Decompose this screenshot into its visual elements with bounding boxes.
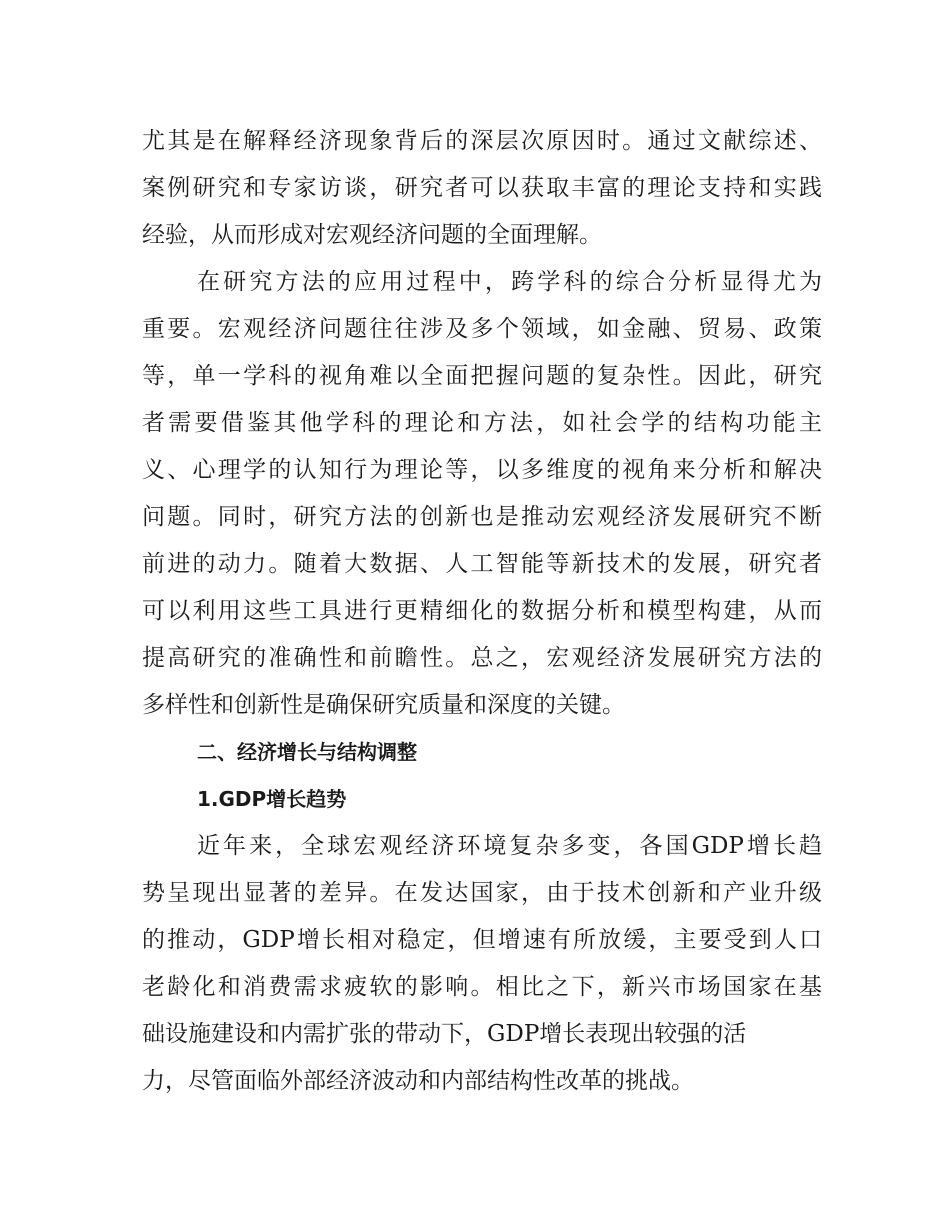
paragraph-line: 力，尽管面临外部经济波动和内部结构性改革的挑战。: [142, 1068, 694, 1094]
paragraph-line: 可以利用这些工具进行更精细化的数据分析和模型构建，从而: [142, 598, 822, 624]
paragraph-line: 势呈现出显著的差异。在发达国家，由于技术创新和产业升级: [142, 880, 822, 906]
paragraph-line: 础设施建设和内需扩张的带动下，GDP增长表现出较强的活: [142, 1021, 747, 1047]
paragraph-line: 义、心理学的认知行为理论等，以多维度的视角来分析和解决: [142, 457, 822, 483]
paragraph-line: 等，单一学科的视角难以全面把握问题的复杂性。因此，研究: [142, 363, 822, 389]
paragraph-line: 者需要借鉴其他学科的理论和方法，如社会学的结构功能主: [142, 410, 822, 436]
paragraph-line: 老龄化和消费需求疲软的影响。相比之下，新兴市场国家在基: [142, 974, 822, 1000]
paragraph-line: 尤其是在解释经济现象背后的深层次原因时。通过文献综述、: [142, 128, 822, 154]
paragraph-line: 的推动，GDP增长相对稳定，但增速有所放缓，主要受到人口: [142, 927, 822, 953]
paragraph-line: 重要。宏观经济问题往往涉及多个领域，如金融、贸易、政策: [142, 316, 822, 342]
paragraph-line: 前进的动力。随着大数据、人工智能等新技术的发展，研究者: [142, 551, 822, 577]
section-heading: 二、经济增长与结构调整: [197, 740, 417, 764]
subsection-heading: 1.GDP增长趋势: [197, 787, 347, 811]
paragraph-line: 经验，从而形成对宏观经济问题的全面理解。: [142, 222, 602, 248]
paragraph-line: 提高研究的准确性和前瞻性。总之，宏观经济发展研究方法的: [142, 645, 822, 671]
paragraph-line: 近年来，全球宏观经济环境复杂多变，各国GDP增长趋: [197, 833, 822, 859]
paragraph-line: 在研究方法的应用过程中，跨学科的综合分析显得尤为: [197, 269, 822, 295]
paragraph-line: 多样性和创新性是确保研究质量和深度的关键。: [142, 692, 625, 718]
paragraph-line: 案例研究和专家访谈，研究者可以获取丰富的理论支持和实践: [142, 175, 822, 201]
paragraph-line: 问题。同时，研究方法的创新也是推动宏观经济发展研究不断: [142, 504, 822, 530]
